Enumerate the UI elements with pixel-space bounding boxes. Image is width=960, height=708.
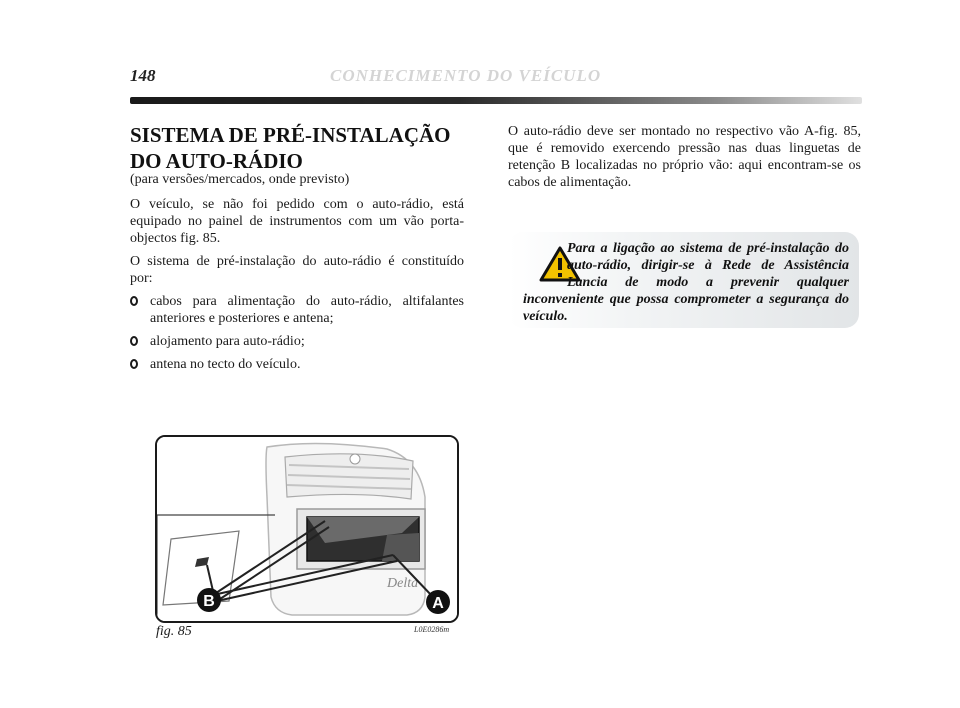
bullet-circle-icon xyxy=(130,336,138,346)
list-item xyxy=(130,356,464,373)
section-title-line2: DO AUTO-RÁDIO xyxy=(130,149,303,173)
section-title xyxy=(130,122,451,174)
label-a: A xyxy=(432,595,444,612)
installation-paragraph: O auto-rádio deve ser montado no respectivo vão A-fig. 85, que é removido exercendo pressão nas duas linguetas de retenção B localizadas no próprio vão: aqui encontram-se os cabos de alimentação. xyxy=(508,124,861,190)
list-item xyxy=(130,293,464,327)
section-title-line1: SISTEMA DE PRÉ-INSTALAÇÃO xyxy=(130,123,451,147)
component-list xyxy=(130,293,464,373)
running-header-title: CONHECIMENTO DO VEÍCULO xyxy=(330,66,602,85)
list-item xyxy=(130,333,464,350)
header-rule xyxy=(130,97,862,104)
intro-paragraph: O veículo, se não foi pedido com o auto-rádio, está equipado no painel de instrumentos com um vão porta-objectos fig. 85. xyxy=(130,197,464,246)
list-item-text: antena no tecto do veículo. xyxy=(150,357,301,372)
page-number: 148 xyxy=(130,66,156,85)
figure-code: L0E0286m xyxy=(414,625,450,634)
label-b: B xyxy=(203,593,215,610)
bullet-circle-icon xyxy=(130,359,138,369)
radio-slot-illustration xyxy=(157,437,457,621)
bullet-circle-icon xyxy=(130,296,138,306)
figure-85 xyxy=(155,435,459,623)
system-paragraph: O sistema de pré-instalação do auto-rádio é constituído por: xyxy=(130,254,464,286)
list-item-text: alojamento para auto-rádio; xyxy=(150,334,305,349)
section-subtitle: (para versões/mercados, onde previsto) xyxy=(130,172,350,187)
warning-text: Para a ligação ao sistema de pré-instalação do auto-rádio, dirigir-se à Rede de Assistência Lancia de modo a prevenir qualquer inconveniente que possa comprometer a segurança do veículo. xyxy=(523,241,849,324)
right-column xyxy=(508,123,861,197)
warning-box xyxy=(509,232,859,328)
list-item-text: cabos para alimentação do auto-rádio, altifalantes anteriores e posteriores e antena; xyxy=(150,294,464,326)
left-column xyxy=(130,196,464,379)
figure-caption: fig. 85 xyxy=(156,624,192,639)
delta-badge: Delta xyxy=(387,576,419,591)
warning-text-container xyxy=(523,240,849,325)
